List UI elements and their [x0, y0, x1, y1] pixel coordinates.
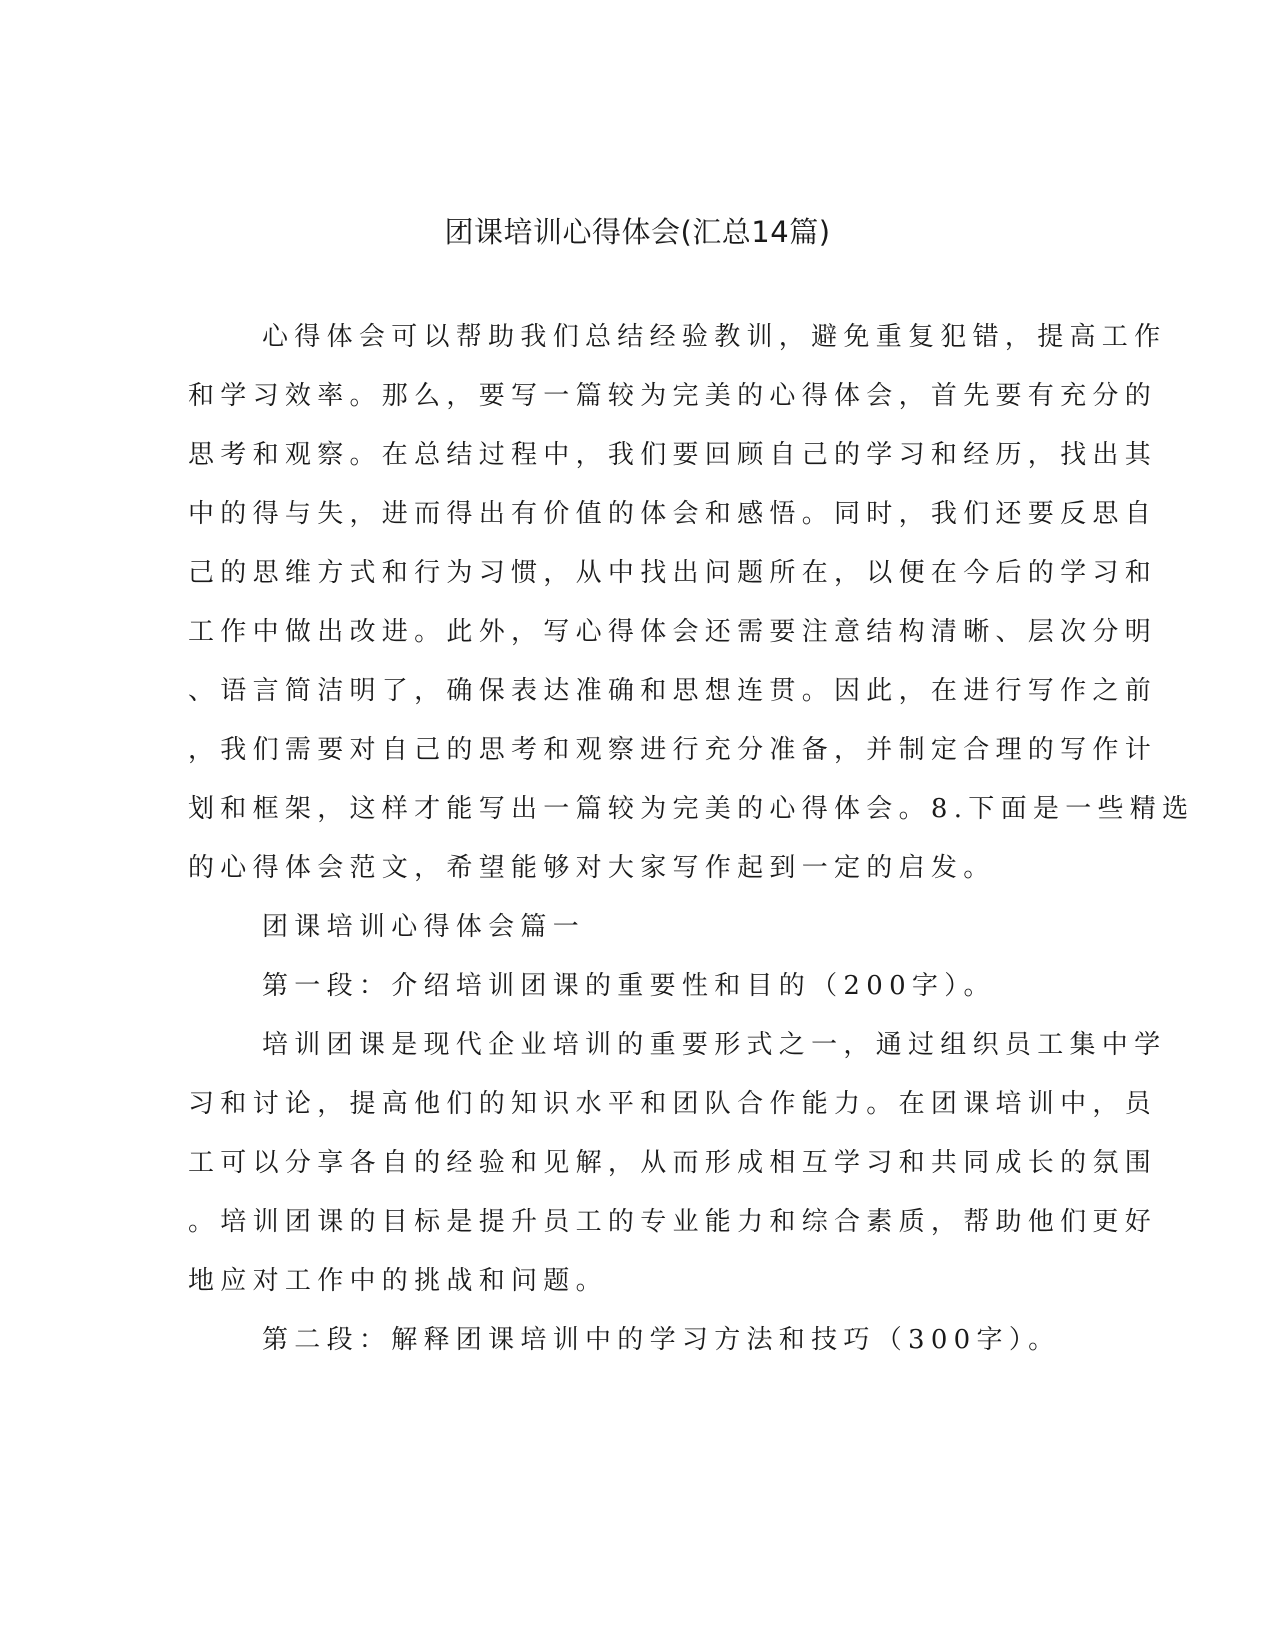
- text-line: 工可以分享各自的经验和见解，从而形成相互学习和共同成长的氛围: [188, 1148, 1158, 1178]
- page-title: 团课培训心得体会(汇总14篇): [444, 215, 831, 249]
- text-line: 习和讨论，提高他们的知识水平和团队合作能力。在团课培训中，员: [188, 1089, 1158, 1119]
- text-line: 。培训团课的目标是提升员工的专业能力和综合素质，帮助他们更好: [188, 1207, 1158, 1237]
- text-line: 地应对工作中的挑战和问题。: [188, 1266, 608, 1296]
- text-line: 和学习效率。那么，要写一篇较为完美的心得体会，首先要有充分的: [188, 381, 1158, 411]
- section-heading: 团课培训心得体会篇一: [262, 912, 586, 942]
- section-subheading: 第二段：解释团课培训中的学习方法和技巧（300字）。: [262, 1325, 1061, 1355]
- text-line: 的心得体会范文，希望能够对大家写作起到一定的启发。: [188, 853, 996, 883]
- text-line: 中的得与失，进而得出有价值的体会和感悟。同时，我们还要反思自: [188, 499, 1158, 529]
- text-line: 工作中做出改进。此外，写心得体会还需要注意结构清晰、层次分明: [188, 617, 1158, 647]
- text-line: 心得体会可以帮助我们总结经验教训，避免重复犯错，提高工作: [262, 322, 1167, 352]
- section-subheading: 第一段：介绍培训团课的重要性和目的（200字）。: [262, 971, 996, 1001]
- text-line: 思考和观察。在总结过程中，我们要回顾自己的学习和经历，找出其: [188, 440, 1158, 470]
- text-line: 培训团课是现代企业培训的重要形式之一，通过组织员工集中学: [262, 1030, 1167, 1060]
- text-line: 划和框架，这样才能写出一篇较为完美的心得体会。8.下面是一些精选: [188, 794, 1195, 824]
- text-line: ，我们需要对自己的思考和观察进行充分准备，并制定合理的写作计: [188, 735, 1158, 765]
- text-line: 、语言简洁明了，确保表达准确和思想连贯。因此，在进行写作之前: [188, 676, 1158, 706]
- text-line: 己的思维方式和行为习惯，从中找出问题所在，以便在今后的学习和: [188, 558, 1158, 588]
